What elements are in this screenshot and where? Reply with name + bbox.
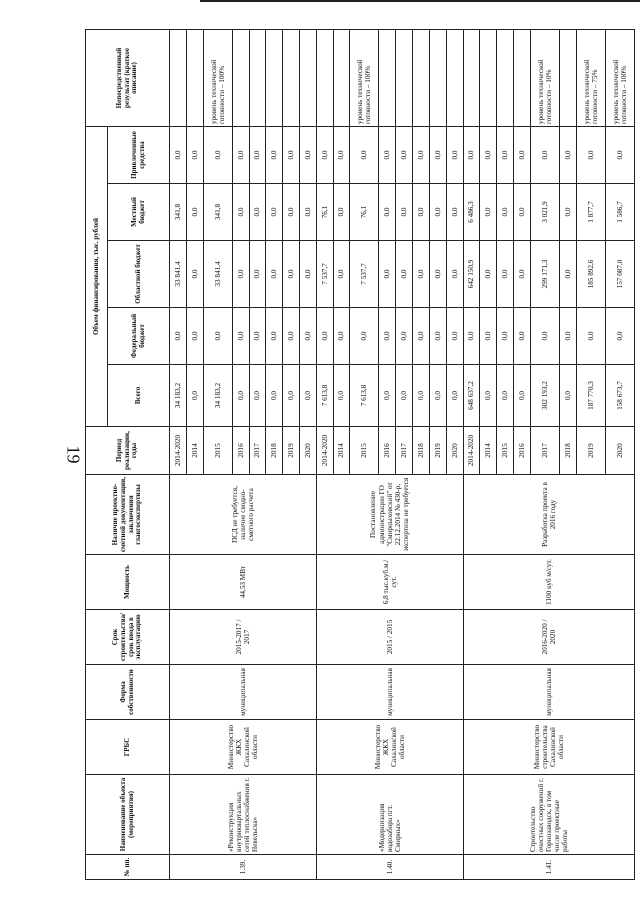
local-cell: 0,0 — [480, 184, 497, 241]
capacity-cell: 6,8 тыс.куб.м./сут. — [316, 555, 463, 610]
total-cell: 0,0 — [186, 365, 203, 427]
total-cell: 0,0 — [396, 365, 413, 427]
object-number-cell: 1.41. — [463, 855, 634, 880]
local-cell: 0,0 — [559, 184, 576, 241]
attracted-cell: 0,0 — [429, 127, 446, 184]
period-cell: 2015 — [203, 427, 232, 475]
local-cell: 0,0 — [497, 184, 514, 241]
result-cell — [480, 30, 497, 127]
result-cell — [249, 30, 266, 127]
local-cell: 0,0 — [283, 184, 300, 241]
header-attracted: Привлеченные средства — [108, 127, 170, 184]
local-cell: 6 486,3 — [463, 184, 480, 241]
top-rule — [200, 0, 640, 2]
regional-cell: 0,0 — [413, 241, 430, 308]
period-cell: 2020 — [299, 427, 316, 475]
local-cell: 0,0 — [266, 184, 283, 241]
term-cell: 2016-2020 / 2020 — [463, 610, 634, 665]
federal-cell: 0,0 — [232, 308, 249, 365]
attracted-cell: 0,0 — [413, 127, 430, 184]
psd-cell: Разработка проекта в 2016 году — [463, 475, 634, 555]
total-cell: 187 770,3 — [576, 365, 605, 427]
header-psd: Наличие проектно-сметной документации, заключения главгосэкспертизы — [86, 475, 170, 555]
result-cell — [299, 30, 316, 127]
result-cell: уровень технической готовности – 10% — [530, 30, 559, 127]
regional-cell: 0,0 — [232, 241, 249, 308]
attracted-cell: 0,0 — [299, 127, 316, 184]
local-cell: 0,0 — [396, 184, 413, 241]
period-cell: 2014 — [333, 427, 350, 475]
header-result: Непосредственный результат (краткое описание) — [86, 30, 170, 127]
regional-cell: 0,0 — [480, 241, 497, 308]
header-regional: Областной бюджет — [108, 241, 170, 308]
attracted-cell: 0,0 — [559, 127, 576, 184]
total-cell: 34 183,2 — [203, 365, 232, 427]
object-name-cell: «Модернизация водозабора пгт. Смирных» — [316, 775, 463, 855]
grbs-cell: Министерство строительства Сахалинской области — [463, 720, 634, 775]
local-cell: 0,0 — [446, 184, 463, 241]
federal-cell: 0,0 — [203, 308, 232, 365]
result-cell — [513, 30, 530, 127]
result-cell — [413, 30, 430, 127]
regional-cell: 185 892,6 — [576, 241, 605, 308]
total-cell: 648 637,2 — [463, 365, 480, 427]
attracted-cell: 0,0 — [266, 127, 283, 184]
period-cell: 2020 — [446, 427, 463, 475]
regional-cell: 33 841,4 — [170, 241, 187, 308]
attracted-cell: 0,0 — [232, 127, 249, 184]
regional-cell: 157 087,0 — [605, 241, 634, 308]
attracted-cell: 0,0 — [497, 127, 514, 184]
federal-cell: 0,0 — [379, 308, 396, 365]
attracted-cell: 0,0 — [283, 127, 300, 184]
capacity-cell: 1100 куб м/сут. — [463, 555, 634, 610]
attracted-cell: 0,0 — [350, 127, 379, 184]
result-cell — [446, 30, 463, 127]
regional-cell: 0,0 — [446, 241, 463, 308]
total-cell: 0,0 — [480, 365, 497, 427]
result-cell — [429, 30, 446, 127]
local-cell: 0,0 — [232, 184, 249, 241]
period-cell: 2016 — [513, 427, 530, 475]
total-cell: 0,0 — [266, 365, 283, 427]
period-cell: 2019 — [576, 427, 605, 475]
attracted-cell: 0,0 — [513, 127, 530, 184]
federal-cell: 0,0 — [170, 308, 187, 365]
local-cell: 0,0 — [299, 184, 316, 241]
total-cell: 7 613,8 — [316, 365, 333, 427]
regional-cell: 0,0 — [186, 241, 203, 308]
result-cell — [170, 30, 187, 127]
table-header — [86, 30, 170, 880]
result-cell — [266, 30, 283, 127]
term-cell: 2015-2017 / 2017 — [170, 610, 317, 665]
regional-cell: 7 537,7 — [316, 241, 333, 308]
header-term: Срок строительства/ срок ввода в эксплуатацию — [86, 610, 170, 665]
regional-cell: 299 171,3 — [530, 241, 559, 308]
local-cell: 1 877,7 — [576, 184, 605, 241]
period-cell: 2018 — [413, 427, 430, 475]
regional-cell: 0,0 — [513, 241, 530, 308]
header-period: Период реализации, годы — [86, 427, 170, 475]
term-cell: 2015 / 2015 — [316, 610, 463, 665]
regional-cell: 0,0 — [379, 241, 396, 308]
federal-cell: 0,0 — [513, 308, 530, 365]
period-cell: 2018 — [266, 427, 283, 475]
regional-cell: 0,0 — [249, 241, 266, 308]
attracted-cell: 0,0 — [576, 127, 605, 184]
federal-cell: 0,0 — [429, 308, 446, 365]
attracted-cell: 0,0 — [249, 127, 266, 184]
local-cell: 3 021,9 — [530, 184, 559, 241]
federal-cell: 0,0 — [396, 308, 413, 365]
period-cell: 2014-2020 — [170, 427, 187, 475]
table-body — [170, 30, 635, 880]
regional-cell: 0,0 — [429, 241, 446, 308]
total-cell: 158 673,7 — [605, 365, 634, 427]
regional-cell: 642 150,9 — [463, 241, 480, 308]
local-cell: 0,0 — [413, 184, 430, 241]
federal-cell: 0,0 — [559, 308, 576, 365]
result-cell: уровень технической готовности – 100% — [350, 30, 379, 127]
local-cell: 0,0 — [333, 184, 350, 241]
period-cell: 2014 — [480, 427, 497, 475]
result-cell — [283, 30, 300, 127]
period-cell: 2016 — [379, 427, 396, 475]
attracted-cell: 0,0 — [170, 127, 187, 184]
header-total: Всего — [108, 365, 170, 427]
total-cell: 0,0 — [379, 365, 396, 427]
attracted-cell: 0,0 — [446, 127, 463, 184]
header-grbs: ГРБС — [86, 720, 170, 775]
ownership-cell: муниципальная — [463, 665, 634, 720]
header-federal: Федеральный бюджет — [108, 308, 170, 365]
grbs-cell: Министерство ЖКХ Сахалинской области — [170, 720, 317, 775]
result-cell — [232, 30, 249, 127]
federal-cell: 0,0 — [530, 308, 559, 365]
federal-cell: 0,0 — [333, 308, 350, 365]
attracted-cell: 0,0 — [396, 127, 413, 184]
total-cell: 0,0 — [283, 365, 300, 427]
rotated-table-wrapper — [85, 30, 635, 880]
local-cell: 0,0 — [379, 184, 396, 241]
period-cell: 2017 — [530, 427, 559, 475]
period-cell: 2015 — [350, 427, 379, 475]
result-cell — [559, 30, 576, 127]
result-cell — [497, 30, 514, 127]
total-cell: 0,0 — [299, 365, 316, 427]
object-number-cell: 1.40. — [316, 855, 463, 880]
period-cell: 2015 — [497, 427, 514, 475]
total-cell: 0,0 — [249, 365, 266, 427]
regional-cell: 0,0 — [333, 241, 350, 308]
page-number: 19 — [63, 445, 84, 464]
attracted-cell: 0,0 — [333, 127, 350, 184]
federal-cell: 0,0 — [413, 308, 430, 365]
psd-cell: ПСД не требуется, наличие сводно-сметного расчета — [170, 475, 317, 555]
table-row — [463, 30, 480, 880]
result-cell: уровень технической готовности – 100% — [203, 30, 232, 127]
total-cell: 0,0 — [413, 365, 430, 427]
period-cell: 2019 — [283, 427, 300, 475]
federal-cell: 0,0 — [266, 308, 283, 365]
table-row — [316, 30, 333, 880]
total-cell: 34 183,2 — [170, 365, 187, 427]
total-cell: 7 613,8 — [350, 365, 379, 427]
total-cell: 0,0 — [232, 365, 249, 427]
total-cell: 0,0 — [446, 365, 463, 427]
federal-cell: 0,0 — [316, 308, 333, 365]
local-cell: 76,1 — [316, 184, 333, 241]
period-cell: 2016 — [232, 427, 249, 475]
regional-cell: 0,0 — [299, 241, 316, 308]
attracted-cell: 0,0 — [379, 127, 396, 184]
attracted-cell: 0,0 — [203, 127, 232, 184]
header-local: Местный бюджет — [108, 184, 170, 241]
period-cell: 2019 — [429, 427, 446, 475]
local-cell: 0,0 — [513, 184, 530, 241]
regional-cell: 0,0 — [497, 241, 514, 308]
regional-cell: 33 841,4 — [203, 241, 232, 308]
regional-cell: 0,0 — [559, 241, 576, 308]
object-number-cell: 1.39. — [170, 855, 317, 880]
federal-cell: 0,0 — [350, 308, 379, 365]
period-cell: 2017 — [396, 427, 413, 475]
federal-cell: 0,0 — [576, 308, 605, 365]
header-ownership: Форма собственности — [86, 665, 170, 720]
attracted-cell: 0,0 — [605, 127, 634, 184]
total-cell: 0,0 — [559, 365, 576, 427]
period-cell: 2017 — [249, 427, 266, 475]
grbs-cell: Министерство ЖКХ Сахалинской области — [316, 720, 463, 775]
local-cell: 1 586,7 — [605, 184, 634, 241]
result-cell: уровень технической готовности – 75% — [576, 30, 605, 127]
federal-cell: 0,0 — [249, 308, 266, 365]
regional-cell: 0,0 — [396, 241, 413, 308]
total-cell: 0,0 — [333, 365, 350, 427]
local-cell: 0,0 — [249, 184, 266, 241]
local-cell: 341,8 — [170, 184, 187, 241]
result-cell — [396, 30, 413, 127]
regional-cell: 0,0 — [266, 241, 283, 308]
result-cell — [333, 30, 350, 127]
attracted-cell: 0,0 — [463, 127, 480, 184]
object-name-cell: Строительство очистных сооружений г. Горнозаводск, в том числе проектные работы — [463, 775, 634, 855]
result-cell — [379, 30, 396, 127]
federal-cell: 0,0 — [299, 308, 316, 365]
regional-cell: 0,0 — [283, 241, 300, 308]
federal-cell: 0,0 — [605, 308, 634, 365]
attracted-cell: 0,0 — [530, 127, 559, 184]
total-cell: 0,0 — [429, 365, 446, 427]
federal-cell: 0,0 — [480, 308, 497, 365]
header-num: № пп. — [86, 855, 170, 880]
total-cell: 0,0 — [513, 365, 530, 427]
result-cell: уровень технической готовности – 100% — [605, 30, 634, 127]
period-cell: 2014-2020 — [463, 427, 480, 475]
local-cell: 341,8 — [203, 184, 232, 241]
table-row — [170, 30, 187, 880]
local-cell: 0,0 — [429, 184, 446, 241]
period-cell: 2020 — [605, 427, 634, 475]
local-cell: 76,1 — [350, 184, 379, 241]
federal-cell: 0,0 — [446, 308, 463, 365]
ownership-cell: муниципальная — [170, 665, 317, 720]
period-cell: 2014-2020 — [316, 427, 333, 475]
regional-cell: 7 537,7 — [350, 241, 379, 308]
psd-cell: Постановление администрации ГО "Смирныховский" от 22.12.2014 № 430-р, экспертиза не требуется — [316, 475, 463, 555]
period-cell: 2018 — [559, 427, 576, 475]
header-financing: Объем финансирования, тыс. рублей — [86, 127, 108, 427]
financing-table — [85, 29, 635, 880]
header-capacity: Мощность — [86, 555, 170, 610]
total-cell: 302 193,2 — [530, 365, 559, 427]
federal-cell: 0,0 — [463, 308, 480, 365]
result-cell — [186, 30, 203, 127]
result-cell — [463, 30, 480, 127]
attracted-cell: 0,0 — [480, 127, 497, 184]
federal-cell: 0,0 — [186, 308, 203, 365]
local-cell: 0,0 — [186, 184, 203, 241]
period-cell: 2014 — [186, 427, 203, 475]
attracted-cell: 0,0 — [316, 127, 333, 184]
object-name-cell: «Реконструкция внутриквартальных сетей теплоснабжения г. Невельска» — [170, 775, 317, 855]
federal-cell: 0,0 — [497, 308, 514, 365]
result-cell — [316, 30, 333, 127]
federal-cell: 0,0 — [283, 308, 300, 365]
total-cell: 0,0 — [497, 365, 514, 427]
ownership-cell: муниципальная — [316, 665, 463, 720]
attracted-cell: 0,0 — [186, 127, 203, 184]
header-name: Наименование объекта (мероприятия) — [86, 775, 170, 855]
capacity-cell: 44,53 МВт — [170, 555, 317, 610]
